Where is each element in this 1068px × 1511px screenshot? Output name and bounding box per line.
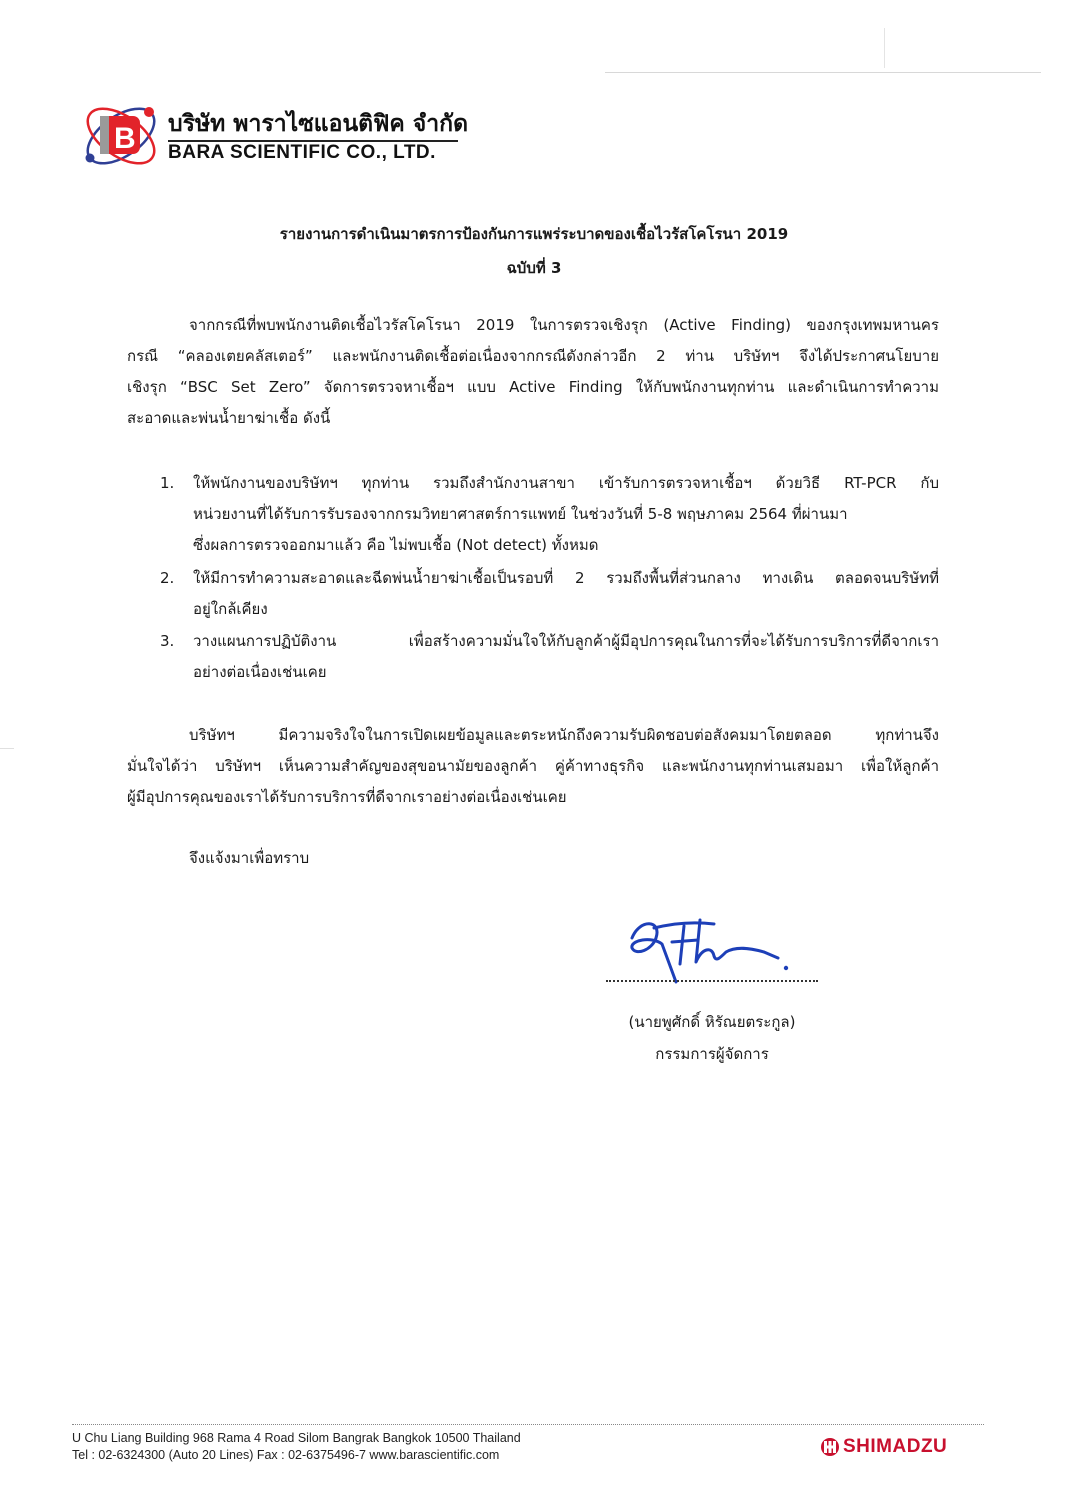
measure-line: อยู่ใกล้เคียง [193,600,268,618]
company-logo-icon [78,92,164,178]
commitment-line: มั่นใจได้ว่า บริษัทฯ เห็นความสำคัญของสุขอนามัยของลูกค้า คู่ค้าทางธุรกิจ และพนักงานทุกท่านเสมอมา เพื่อให้ลูกค้า [127,757,939,775]
handwritten-signature [618,908,798,998]
intro-line: สะอาดและพ่นน้ำยาฆ่าเชื้อ ดังนี้ [127,409,331,427]
measure-item [160,563,939,625]
footer-contact: Tel : 02-6324300 (Auto 20 Lines) Fax : 02-6375496-7 www.barascientific.com [72,1448,500,1462]
measure-line: ซึ่งผลการตรวจออกมาแล้ว คือ ไม่พบเชื้อ (Not detect) ทั้งหมด [193,536,599,554]
fold-mark [0,748,14,749]
company-name-english: BARA SCIENTIFIC CO., LTD. [168,142,436,163]
measure-number: 1. [160,474,175,492]
company-name-thai: บริษัท พาราไซแอนติฟิค จำกัด [168,111,469,137]
svg-text:B: B [114,122,136,155]
signer-position: กรรมการผู้จัดการ [655,1045,769,1063]
measure-number: 3. [160,632,175,650]
measure-line: วางแผนการปฏิบัติงาน เพื่อสร้างความมั่นใจให้กับลูกค้าผู้มีอุปการคุณในการที่จะได้รับการบริการที่ดีจากเรา [193,632,939,650]
measure-line: ให้พนักงานของบริษัทฯ ทุกท่าน รวมถึงสำนักงานสาขา เข้ารับการตรวจหาเชื้อฯ ด้วยวิธี RT-PCR กับ [193,474,939,492]
signer-name: (นายพูศักดิ์ หิรัณยตระกูล) [628,1013,796,1031]
measure-line: ให้มีการทำความสะอาดและฉีดพ่นน้ำยาฆ่าเชื้อเป็นรอบที่ 2 รวมถึงพื้นที่ส่วนกลาง ทางเดิน ตลอดจนบริษัทที่ [193,569,939,587]
closing-line: จึงแจ้งมาเพื่อทราบ [189,849,310,867]
measure-line: อย่างต่อเนื่องเช่นเคย [193,663,327,681]
intro-line: เชิงรุก “BSC Set Zero” จัดการตรวจหาเชื้อฯ แบบ Active Finding ให้กับพนักงานทุกท่าน และดำเนินการทำความ [127,378,939,396]
footer-rule [72,1424,984,1425]
commitment-paragraph [127,720,939,813]
commitment-line: ผู้มีอุปการคุณของเราได้รับการบริการที่ดีจากเราอย่างต่อเนื่องเช่นเคย [127,788,567,806]
intro-paragraph [127,310,939,434]
signature-line [606,980,818,982]
measure-line: หน่วยงานที่ได้รับการรับรองจากกรมวิทยาศาสตร์การแพทย์ ในช่วงวันที่ 5-8 พฤษภาคม 2564 ที่ผ่านมา [193,505,848,523]
shimadzu-mark-icon [820,1437,840,1457]
measure-item [160,626,939,688]
intro-line: กรณี “คลองเตยคลัสเตอร์” และพนักงานติดเชื้อต่อเนื่องจากกรณีดังกล่าวอีก 2 ท่าน บริษัทฯ จึงได้ประกาศนโยบาย [127,347,939,365]
scan-edge-line [605,72,1041,73]
measure-number: 2. [160,569,175,587]
shimadzu-logo [820,1436,947,1458]
shimadzu-wordmark: SHIMADZU [843,1436,948,1457]
scan-edge-mark [884,28,885,68]
document-edition: ฉบับที่ 3 [506,259,562,277]
intro-line: จากกรณีที่พบพนักงานติดเชื้อไวรัสโคโรนา 2019 ในการตรวจเชิงรุก (Active Finding) ของกรุงเทพมหานคร [189,316,939,334]
footer-address: U Chu Liang Building 968 Rama 4 Road Silom Bangrak Bangkok 10500 Thailand [72,1431,521,1445]
measure-item [160,468,939,561]
document-title: รายงานการดำเนินมาตรการป้องกันการแพร่ระบาดของเชื้อไวรัสโคโรนา 2019 [279,225,789,243]
commitment-line: บริษัทฯ มีความจริงใจในการเปิดเผยข้อมูลและตระหนักถึงความรับผิดชอบต่อสังคมมาโดยตลอด ทุกท่านจึง [189,726,939,744]
